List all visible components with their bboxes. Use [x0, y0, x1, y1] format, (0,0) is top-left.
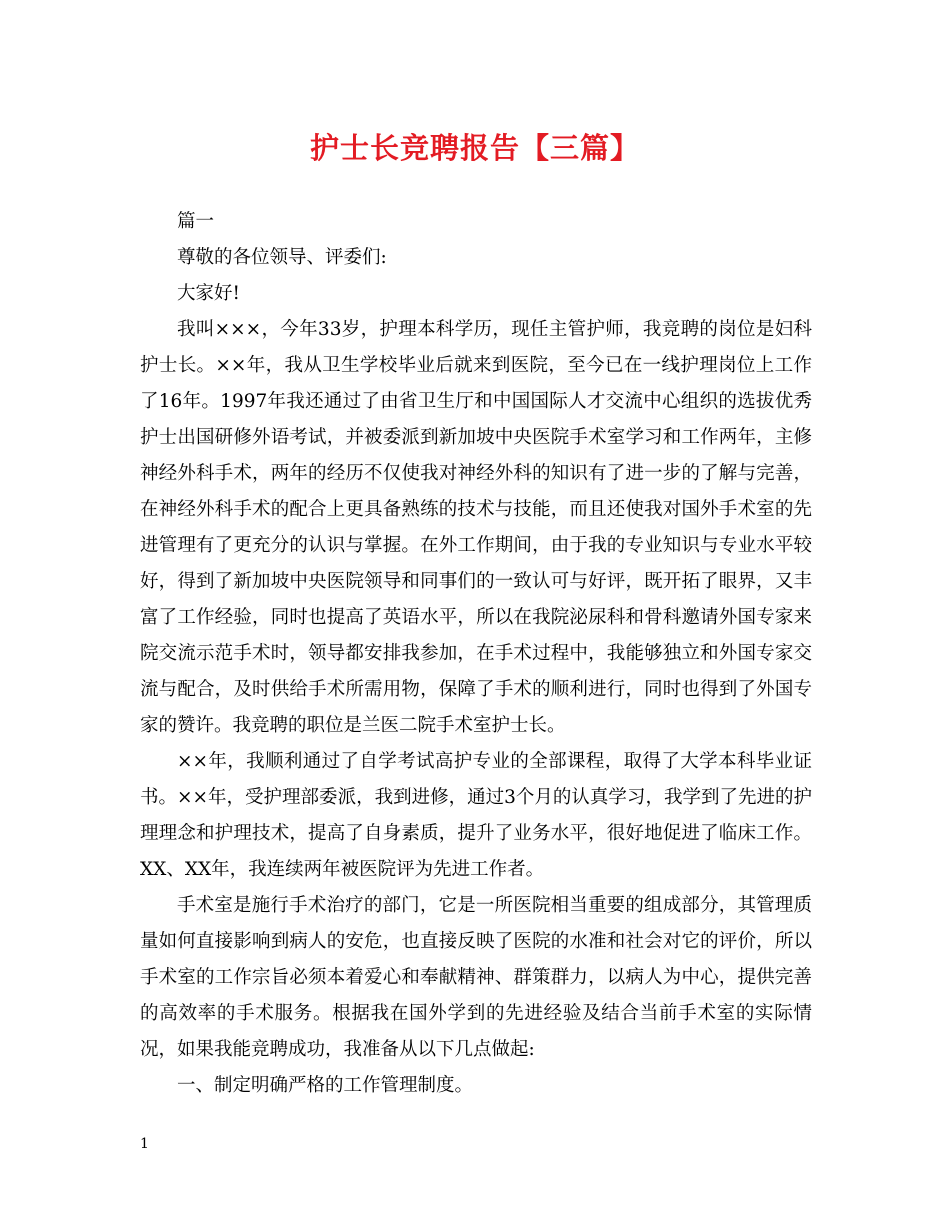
page-number: 1 — [140, 1136, 149, 1152]
body-paragraph: 我叫×××，今年33岁，护理本科学历，现任主管护师，我竞聘的岗位是妇科护士长。××年，我从卫生学校毕业后就来到医院，至今已在一线护理岗位上工作了16年。1997年我还通过了由省卫生厅和中国国际人才交流中心组织的选拔优秀护士出国研修外语考试，并被委派到新加坡中央医院手术室学习和工作两年，主修神经外科手术，两年的经历不仅使我对神经外科的知识有了进一步的了解与完善，在神经外科手术的配合上更具备熟练的技术与技能，而且还使我对国外手术室的先进管理有了更充分的认识与掌握。在外工作期间，由于我的专业知识与专业水平较好，得到了新加坡中央医院领导和同事们的一致认可与好评，既开拓了眼界，又丰富了工作经验，同时也提高了英语水平，所以在我院泌尿科和骨科邀请外国专家来院交流示范手术时，领导都安排我参加，在手术过程中，我能够独立和外国专家交流与配合，及时供给手术所需用物，保障了手术的顺利进行，同时也得到了外国专家的赞许。我竞聘的职位是兰医二院手术室护士长。 — [140, 319, 812, 736]
greeting: 大家好! — [177, 283, 240, 304]
list-item-heading: 一、制定明确严格的工作管理制度。 — [177, 1075, 474, 1096]
page-title: 护士长竞聘报告【三篇】 — [309, 131, 640, 165]
document-body — [140, 204, 812, 1104]
body-paragraph: 手术室是施行手术治疗的部门，它是一所医院相当重要的组成部分，其管理质量如何直接影响到病人的安危，也直接反映了医院的水准和社会对它的评价，所以手术室的工作宗旨必须本着爱心和奉献精神、群策群力，以病人为中心，提供完善的高效率的手术服务。根据我在国外学到的先进经验及结合当前手术室的实际情况，如果我能竞聘成功，我准备从以下几点做起: — [140, 895, 812, 1060]
body-paragraph: ××年，我顺利通过了自学考试高护专业的全部课程，取得了大学本科毕业证书。××年，受护理部委派，我到进修，通过3个月的认真学习，我学到了先进的护理理念和护理技术，提高了自身素质，提升了业务水平，很好地促进了临床工作。XX、XX年，我连续两年被医院评为先进工作者。 — [140, 751, 812, 880]
salutation: 尊敬的各位领导、评委们: — [177, 247, 387, 268]
section-heading: 篇一 — [177, 211, 215, 232]
